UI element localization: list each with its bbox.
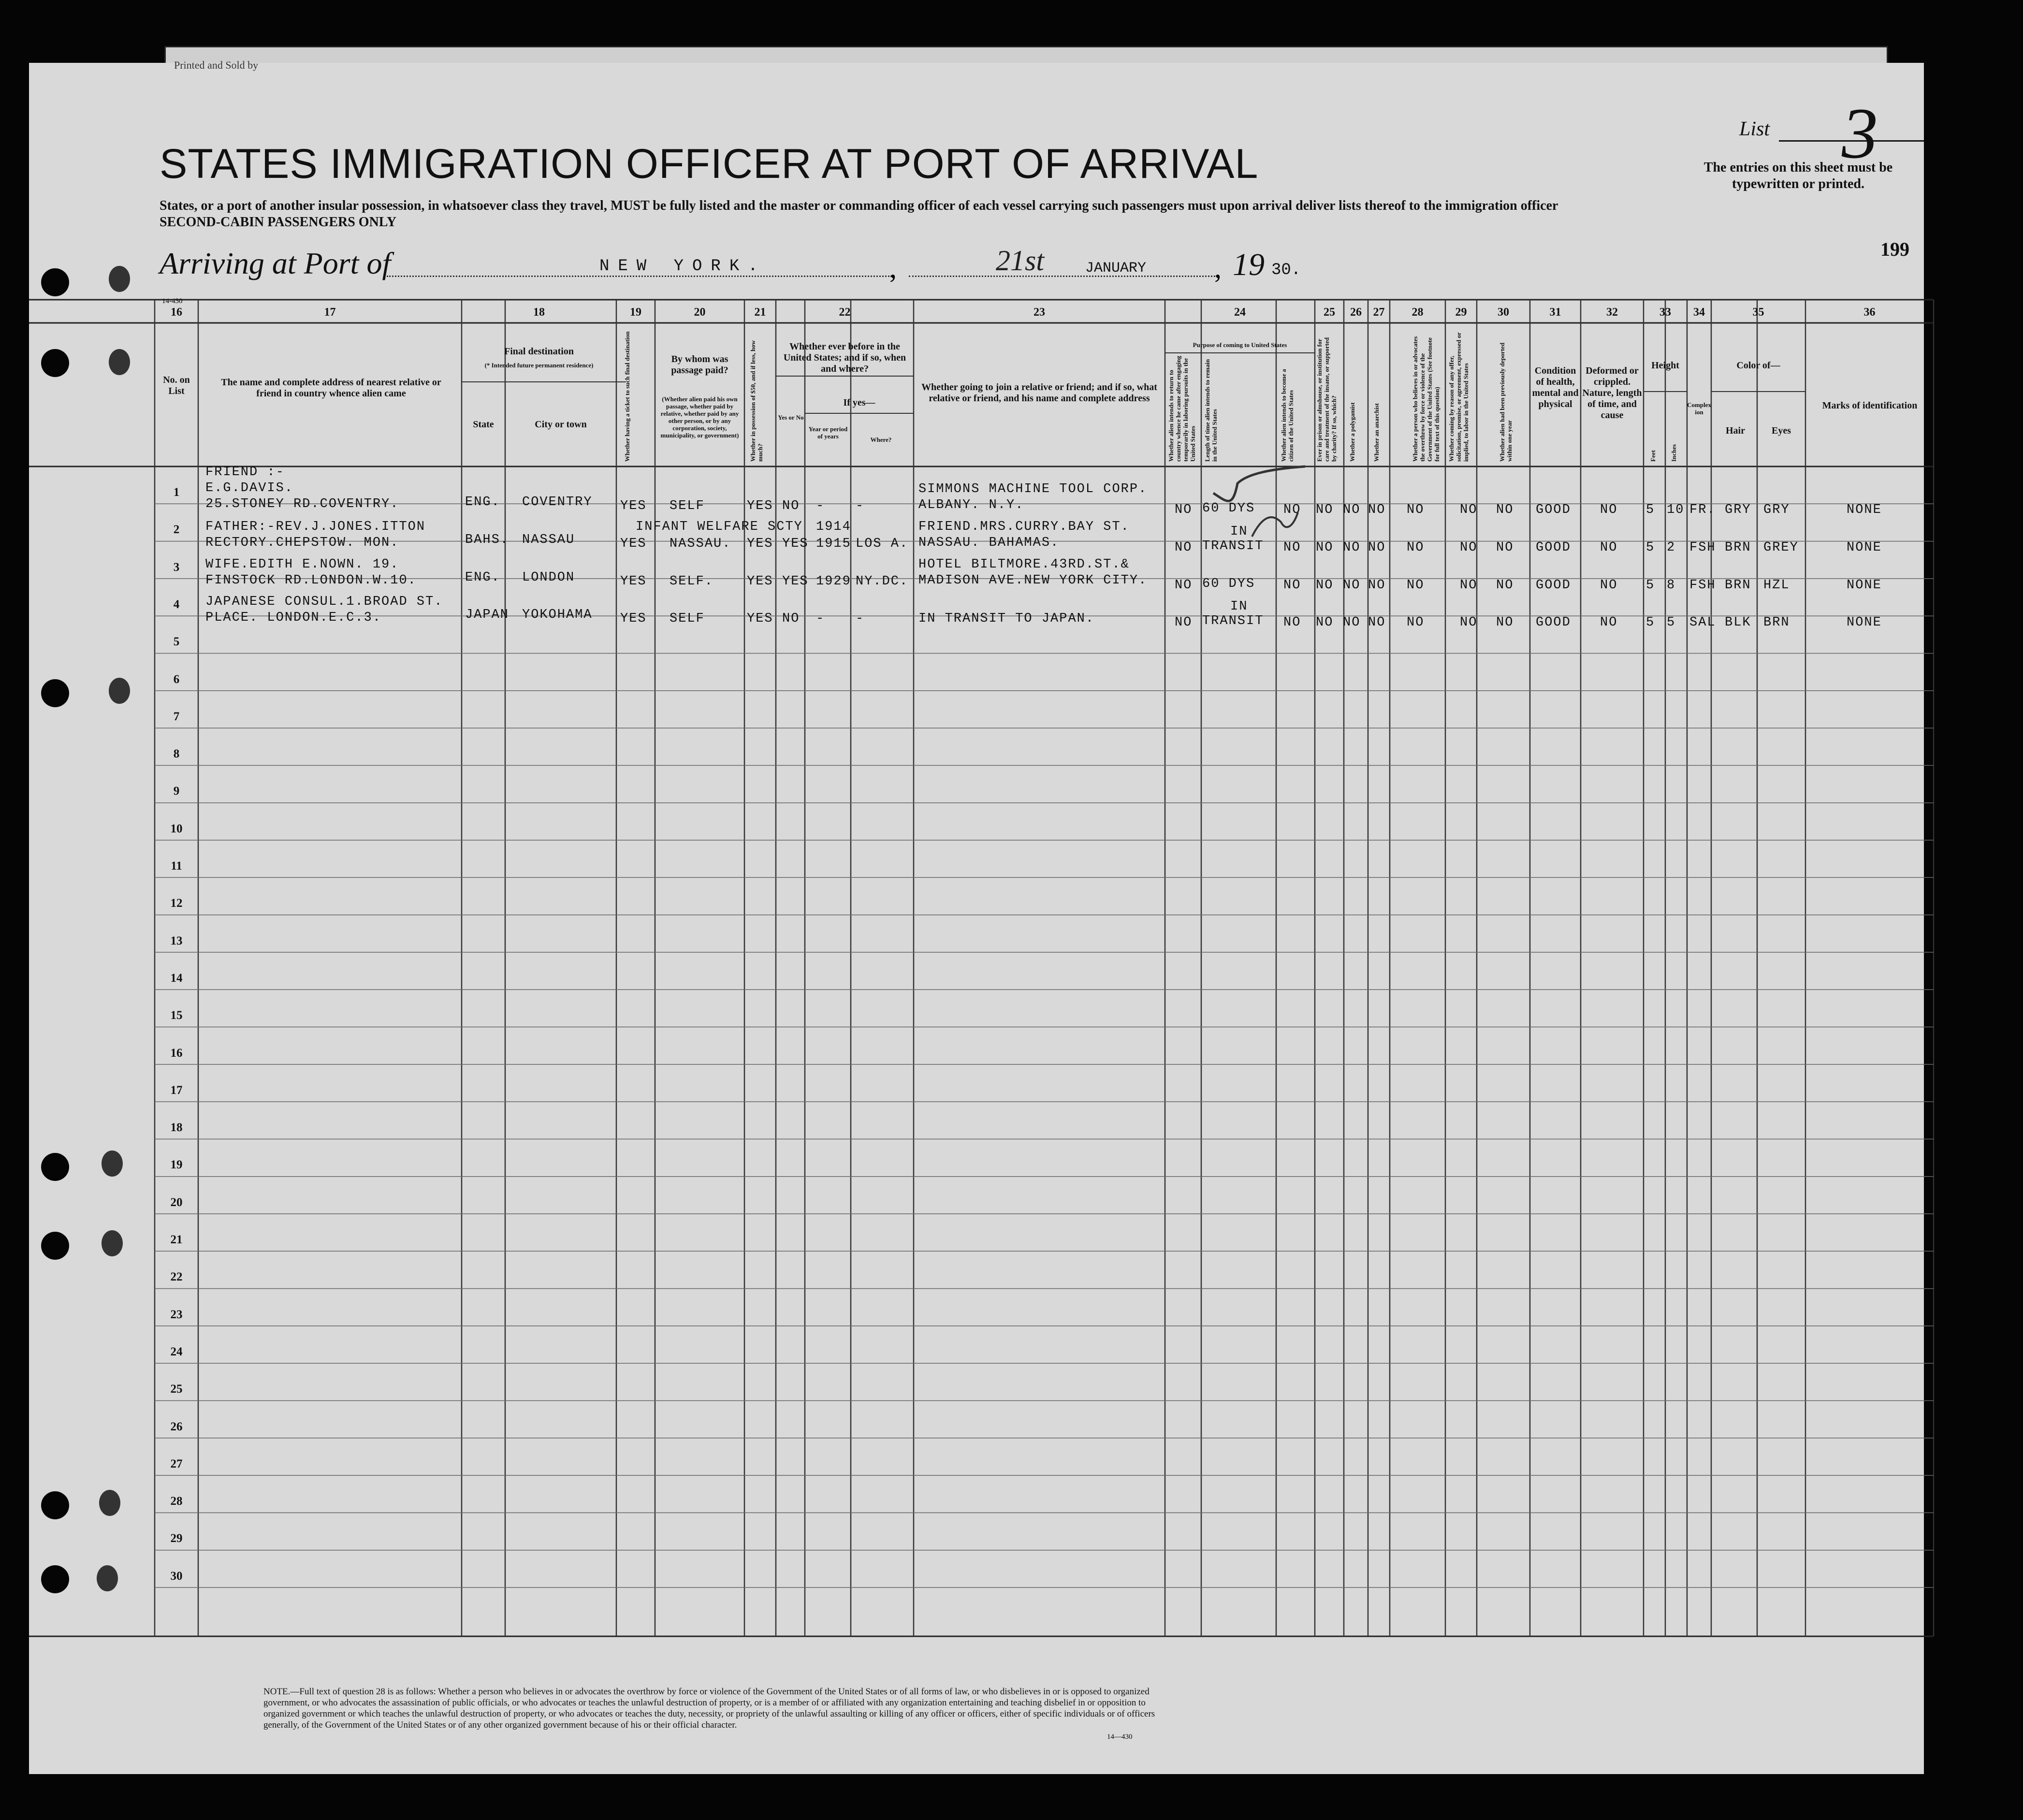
column-number: 16 xyxy=(171,306,182,319)
destination-city: NASSAU xyxy=(522,533,575,547)
height-inches: 5 xyxy=(1667,615,1676,630)
column-number: 26 xyxy=(1350,306,1362,319)
condition-value: GOOD xyxy=(1536,503,1571,517)
month-value: JANUARY xyxy=(1085,260,1147,277)
year-value-top: 1914 xyxy=(816,520,851,534)
relative-address-line: FRIEND :- xyxy=(205,465,285,480)
row-number: 18 xyxy=(170,1121,183,1135)
destination-state: BAHS. xyxy=(465,533,509,547)
relative-address-line: PLACE. LONDON.E.C.3. xyxy=(205,611,382,625)
ever-before-value: NO xyxy=(782,499,800,513)
header-q29: Whether coming by reason of any offer, solicitation, promise, or agreement, expressed or implied, to labor in the United States xyxy=(1448,332,1470,462)
anarchist-value: NO xyxy=(1368,615,1386,630)
header-final-destination-note: (* Intended future permanent residence) xyxy=(484,362,594,369)
arriving-label: Arriving at Port of xyxy=(160,246,391,280)
q29-value: NO xyxy=(1460,578,1478,593)
ever-before-value: NO xyxy=(782,612,800,626)
row-number: 19 xyxy=(170,1158,183,1172)
identification-marks: NONE xyxy=(1847,503,1882,517)
header-no-on-list: No. on List xyxy=(163,375,190,396)
complexion-value: FSH xyxy=(1689,540,1716,555)
header-color-of: Color of— xyxy=(1736,360,1780,371)
relative-address-line: FINSTOCK RD.LONDON.W.10. xyxy=(205,573,417,588)
row-number: 21 xyxy=(170,1233,183,1246)
header-anarchist: Whether an anarchist xyxy=(1373,403,1380,462)
column-number: 17 xyxy=(324,306,336,319)
form-code-top: 14-430 xyxy=(162,297,183,305)
row-number: 9 xyxy=(173,785,180,798)
year-value: 1929 xyxy=(816,574,851,589)
column-number: 28 xyxy=(1412,306,1424,319)
row-number: 20 xyxy=(170,1195,183,1209)
ticket-value: YES xyxy=(620,537,647,551)
ticket-value: YES xyxy=(620,499,647,513)
row-number: 27 xyxy=(170,1457,183,1471)
destination-state: JAPAN xyxy=(465,608,509,622)
where-value: NY.DC. xyxy=(856,574,909,589)
height-feet: 5 xyxy=(1646,503,1655,517)
passage-paid-value: SELF xyxy=(669,612,705,626)
height-feet: 5 xyxy=(1646,615,1655,630)
year-value: - xyxy=(816,612,825,626)
header-purpose: Purpose of coming to United States xyxy=(1193,341,1287,349)
purpose-length: TRANSIT xyxy=(1202,539,1264,553)
header-purpose-c: Whether alien intends to become a citizen of the United States xyxy=(1280,369,1295,462)
deformed-value: NO xyxy=(1600,540,1618,555)
where-value: - xyxy=(856,499,865,513)
purpose-return: NO xyxy=(1175,503,1193,517)
page-title: STATES IMMIGRATION OFFICER AT PORT OF ARRIVAL xyxy=(160,141,1259,187)
row-number: 11 xyxy=(171,859,182,873)
column-number: 23 xyxy=(1033,306,1045,319)
purpose-return: NO xyxy=(1175,540,1193,555)
purpose-length: 60 DYS xyxy=(1202,501,1255,516)
row-number: 25 xyxy=(170,1383,183,1396)
condition-value: GOOD xyxy=(1536,540,1571,555)
ever-before-value: YES xyxy=(782,574,809,589)
column-number: 24 xyxy=(1234,306,1246,319)
complexion-value: SAL xyxy=(1689,615,1716,630)
port-value: NEW YORK. xyxy=(599,257,767,276)
column-number: 31 xyxy=(1549,306,1561,319)
row-number: 23 xyxy=(170,1308,183,1321)
row-number: 3 xyxy=(173,560,180,574)
column-number: 22 xyxy=(839,306,851,319)
year-prefix: 19 xyxy=(1233,247,1265,282)
handwritten-check-mark-icon xyxy=(1208,464,1315,551)
deported-value: NO xyxy=(1496,540,1514,555)
destination-state: ENG. xyxy=(465,570,500,585)
passage-paid-value: NASSAU. xyxy=(669,537,731,551)
purpose-length-top: IN xyxy=(1230,599,1248,614)
row-number: 29 xyxy=(170,1532,183,1545)
relative-address-line: JAPANESE CONSUL.1.BROAD ST. xyxy=(205,595,443,609)
q28-value: NO xyxy=(1407,578,1425,593)
relative-address-line: E.G.DAVIS. xyxy=(205,481,294,495)
eye-color: BRN xyxy=(1763,615,1790,630)
height-inches: 10 xyxy=(1667,503,1685,517)
anarchist-value: NO xyxy=(1368,578,1386,593)
purpose-return: NO xyxy=(1175,615,1193,630)
header-state: State xyxy=(473,419,494,430)
row-number: 8 xyxy=(173,747,180,761)
relative-address-line: RECTORY.CHEPSTOW. MON. xyxy=(205,536,399,550)
row-number: 24 xyxy=(170,1345,183,1358)
ever-before-value: YES xyxy=(782,537,809,551)
prison-value: NO xyxy=(1316,615,1334,630)
relative-address-line: 25.STONEY RD.COVENTRY. xyxy=(205,497,399,511)
q29-value: NO xyxy=(1460,615,1478,630)
header-height: Height xyxy=(1651,360,1679,371)
complexion-value: FSH xyxy=(1689,578,1716,593)
possession-value: YES xyxy=(747,499,773,513)
header-city: City or town xyxy=(535,419,587,430)
row-number: 13 xyxy=(170,934,183,947)
header-yes-or-no: Yes or No xyxy=(778,414,804,421)
column-number: 20 xyxy=(694,306,706,319)
header-year-period: Year or period of years xyxy=(808,425,848,440)
subtitle-instructions: States, or a port of another insular possession, in whatsoever class they travel, MUST be fully listed and the master or commanding officer of each vessel carrying such passengers must upon arrival deliver lists thereof to the immigration officer xyxy=(160,198,1558,213)
row-number: 1 xyxy=(173,486,180,499)
header-marks: Marks of identification xyxy=(1822,400,1918,411)
header-final-destination: Final destination xyxy=(504,346,574,357)
column-number: 18 xyxy=(533,306,545,319)
condition-value: GOOD xyxy=(1536,615,1571,630)
purpose-return: NO xyxy=(1175,578,1193,593)
header-q30: Whether alien had been previously deported within one year xyxy=(1499,342,1513,462)
q29-value: NO xyxy=(1460,540,1478,555)
where-value: LOS A. xyxy=(856,537,909,551)
relative-address-line: FATHER:-REV.J.JONES.ITTON xyxy=(205,520,426,534)
comma: , xyxy=(1214,252,1222,284)
header-condition: Condition of health, mental and physical xyxy=(1532,365,1579,409)
join-relative-line: HOTEL BILTMORE.43RD.ST.& xyxy=(918,557,1130,572)
relative-address-line: WIFE.EDITH E.NOWN. 19. xyxy=(205,557,399,572)
header-if-yes: If yes— xyxy=(843,397,875,408)
passage-paid-value: SELF xyxy=(669,499,705,513)
column-number: 21 xyxy=(754,306,766,319)
column-number: 32 xyxy=(1606,306,1618,319)
form-code-bottom: 14—430 xyxy=(1107,1733,1133,1741)
header-where: Where? xyxy=(870,436,892,443)
row-number: 15 xyxy=(170,1009,183,1022)
height-inches: 8 xyxy=(1667,578,1676,593)
header-prison: Ever in prison or almshouse, or institution for care and treatment of the insane, or supported by charity? If so, which? xyxy=(1316,337,1338,462)
header-inches: Inches xyxy=(1670,444,1677,462)
column-number: 27 xyxy=(1373,306,1385,319)
header-relative-address: The name and complete address of nearest relative or friend in country whence alien came xyxy=(221,377,441,399)
comma: , xyxy=(889,252,897,284)
row-number: 6 xyxy=(173,672,180,686)
year-value: 1915 xyxy=(816,537,851,551)
row-number: 17 xyxy=(170,1083,183,1097)
header-polygamist: Whether a polygamist xyxy=(1349,402,1356,462)
possession-value: YES xyxy=(747,574,773,589)
hair-color: GRY xyxy=(1725,503,1751,517)
join-relative-line: FRIEND.MRS.CURRY.BAY ST. xyxy=(918,520,1130,534)
header-deformed: Deformed or crippled. Nature, length of time, and cause xyxy=(1582,365,1642,421)
header-passage-paid-note: (Whether alien paid his own passage, whether paid by relative, whether paid by any other person, or by any corporation, society, municipality, or government) xyxy=(660,395,739,439)
ticket-value: YES xyxy=(620,612,647,626)
row-number: 30 xyxy=(170,1569,183,1583)
destination-city: COVENTRY xyxy=(522,495,593,510)
join-relative-line: NASSAU. BAHAMAS. xyxy=(918,536,1060,550)
polygamist-value: NO xyxy=(1343,503,1361,517)
join-relative-line: IN TRANSIT TO JAPAN. xyxy=(918,612,1095,626)
purpose-citizen: NO xyxy=(1283,503,1301,517)
column-number: 19 xyxy=(630,306,641,319)
q28-value: NO xyxy=(1407,540,1425,555)
column-number: 33 xyxy=(1659,306,1671,319)
join-relative-line: ALBANY. N.Y. xyxy=(918,498,1024,512)
destination-city: LONDON xyxy=(522,570,575,585)
hair-color: BRN xyxy=(1725,578,1751,593)
hair-color: BLK xyxy=(1725,615,1751,630)
header-q28: Whether a person who believes in or advocates the overthrow by force or violence of the Government of the United States (See footnote for full text of this question) xyxy=(1412,336,1441,462)
header-hair: Hair xyxy=(1726,425,1745,436)
complexion-value: FR. xyxy=(1689,503,1716,517)
purpose-citizen: NO xyxy=(1283,540,1301,555)
q28-value: NO xyxy=(1407,503,1425,517)
anarchist-value: NO xyxy=(1368,540,1386,555)
deformed-value: NO xyxy=(1600,503,1618,517)
column-number: 35 xyxy=(1752,306,1764,319)
polygamist-value: NO xyxy=(1343,540,1361,555)
identification-marks: NONE xyxy=(1847,615,1882,630)
column-number: 29 xyxy=(1455,306,1467,319)
row-number: 12 xyxy=(170,897,183,910)
purpose-length: TRANSIT xyxy=(1202,614,1264,628)
deported-value: NO xyxy=(1496,578,1514,593)
identification-marks: NONE xyxy=(1847,578,1882,593)
destination-state: ENG. xyxy=(465,495,500,510)
page-number: 199 xyxy=(1880,238,1909,260)
row-number: 4 xyxy=(173,597,180,611)
day-value: 21st xyxy=(996,245,1045,277)
polygamist-value: NO xyxy=(1343,615,1361,630)
deformed-value: NO xyxy=(1600,578,1618,593)
purpose-length: 60 DYS xyxy=(1202,577,1255,591)
deformed-value: NO xyxy=(1600,615,1618,630)
column-number: 36 xyxy=(1863,306,1876,319)
join-relative-line: SIMMONS MACHINE TOOL CORP. xyxy=(918,482,1148,496)
join-relative-line: MADISON AVE.NEW YORK CITY. xyxy=(918,573,1148,588)
destination-city: YOKOHAMA xyxy=(522,608,593,622)
header-purpose-a: Whether alien intends to return to country whence he came after engaging temporarily in laboring pursuits in the United States xyxy=(1167,356,1196,462)
row-number: 28 xyxy=(170,1495,183,1508)
header-complexion: Complexion xyxy=(1687,401,1711,416)
printer-line: Printed and Sold by xyxy=(174,59,259,71)
eye-color: HZL xyxy=(1763,578,1790,593)
purpose-citizen: NO xyxy=(1283,615,1301,630)
deported-value: NO xyxy=(1496,615,1514,630)
subtitle-class: SECOND-CABIN PASSENGERS ONLY xyxy=(160,215,397,230)
list-number: 3 xyxy=(1842,93,1878,174)
prison-value: NO xyxy=(1316,578,1334,593)
row-number: 2 xyxy=(173,523,180,537)
column-number: 34 xyxy=(1693,306,1705,319)
passage-paid-note: INFANT WELFARE SCTY xyxy=(636,520,803,534)
passage-paid-value: SELF. xyxy=(669,574,714,589)
row-number: 16 xyxy=(170,1046,183,1060)
height-inches: 2 xyxy=(1667,540,1676,555)
header-eyes: Eyes xyxy=(1772,425,1791,436)
row-number: 7 xyxy=(173,710,180,723)
row-number: 26 xyxy=(170,1420,183,1433)
eye-color: GREY xyxy=(1763,540,1799,555)
anarchist-value: NO xyxy=(1368,503,1386,517)
header-join-relative: Whether going to join a relative or friend; and if so, what relative or friend, and his name and complete address xyxy=(921,382,1157,404)
year-value: - xyxy=(816,499,825,513)
possession-value: YES xyxy=(747,537,773,551)
eye-color: GRY xyxy=(1763,503,1790,517)
footnote: NOTE.—Full text of question 28 is as follows: Whether a person who believes in or advocates the overthrow by force or violence of the Government of the United States or of all forms of law, or who disbelieves in or is opposed to organized government, or who advocates the assassination of public officials, or who advocates or teaches the unlawful destruction of property, or is a member of or affiliated with any organization entertaining and teaching disbelief in or opposition to organized government or which teaches the unlawful destruction of property, or who advocates or teaches the duty, necessity, or propriety of the unlawful assaulting or killing of any officer or officers, either of specific individuals or of officers generally, of the Government of the United States or of any other organized government because of his or their official character. xyxy=(263,1687,1155,1730)
identification-marks: NONE xyxy=(1847,540,1882,555)
row-number: 22 xyxy=(170,1270,183,1284)
header-passage-paid: By whom was passage paid? xyxy=(671,354,728,376)
list-label: List xyxy=(1739,118,1770,140)
entries-note: The entries on this sheet must be typewritten or printed. xyxy=(1703,160,1893,191)
row-number: 14 xyxy=(170,971,183,985)
column-number: 30 xyxy=(1498,306,1509,319)
condition-value: GOOD xyxy=(1536,578,1571,593)
header-possession-50: Whether in possession of $50, and if less, how much? xyxy=(749,340,764,462)
height-feet: 5 xyxy=(1646,578,1655,593)
header-ticket: Whether having a ticket to such final destination xyxy=(624,331,631,462)
deported-value: NO xyxy=(1496,503,1514,517)
year-suffix: 30. xyxy=(1271,261,1301,279)
q28-value: NO xyxy=(1407,615,1425,630)
hair-color: BRN xyxy=(1725,540,1751,555)
header-feet: Feet xyxy=(1649,450,1657,462)
q29-value: NO xyxy=(1460,503,1478,517)
header-ever-before: Whether ever before in the United States; and if so, when and where? xyxy=(783,341,906,374)
row-number: 5 xyxy=(173,635,180,649)
ticket-value: YES xyxy=(620,574,647,589)
column-number: 25 xyxy=(1324,306,1335,319)
polygamist-value: NO xyxy=(1343,578,1361,593)
prison-value: NO xyxy=(1316,503,1334,517)
where-value: - xyxy=(856,612,865,626)
possession-value: YES xyxy=(747,612,773,626)
purpose-citizen: NO xyxy=(1283,578,1301,593)
prison-value: NO xyxy=(1316,540,1334,555)
height-feet: 5 xyxy=(1646,540,1655,555)
purpose-length-top: IN xyxy=(1230,524,1248,539)
row-number: 10 xyxy=(170,822,183,835)
header-purpose-b: Length of time alien intends to remain in the United States xyxy=(1204,359,1218,462)
